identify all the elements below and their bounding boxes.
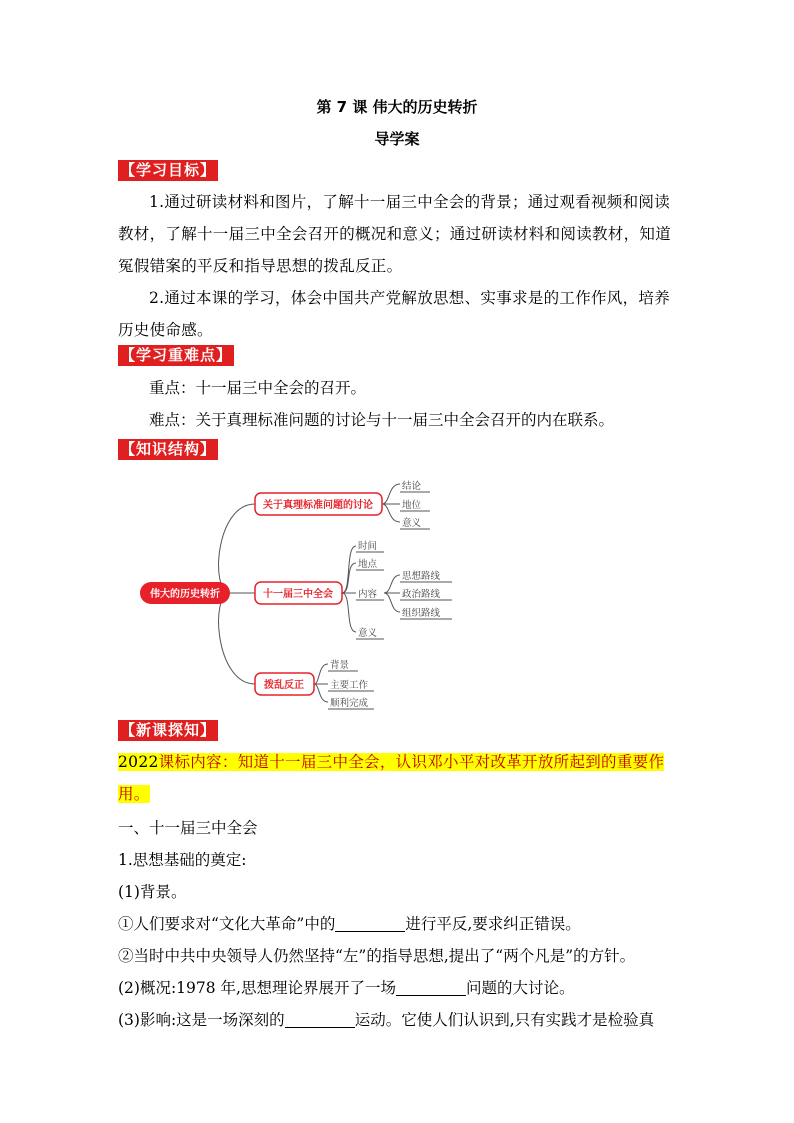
mindmap-leaf: 意义 [358, 628, 378, 639]
mindmap-leaf: 背景 [330, 660, 350, 671]
difficulty-point: 难点：关于真理标准问题的讨论与十一届三中全会召开的内在联系。 [149, 411, 615, 429]
mindmap-root-label: 伟大的历史转折 [150, 589, 220, 600]
standard-year: 2022 [118, 753, 159, 771]
section-heading-2: 1.思想基础的奠定: [118, 851, 247, 869]
fill-line-4-text-b: 运动。它使人们认识到,只有实践才是检验真 [354, 1011, 655, 1029]
mindmap-leaf: 组织路线 [402, 608, 441, 619]
lesson-subtitle: 导学案 [374, 130, 420, 148]
lesson-title: 第 7 课 伟大的历史转折 [316, 98, 478, 116]
answer-blank[interactable] [396, 977, 466, 996]
section-heading-3: (1)背景。 [118, 883, 187, 901]
key-point: 重点：十一届三中全会的召开。 [149, 379, 367, 397]
structure-heading: 【知识结构】 [120, 440, 217, 458]
standard-text: 课标内容：知道十一届三中全会，认识邓小平对改革开放所起到的重要作用。 [118, 753, 665, 803]
goals-paragraph-2: 2.通过本课的学习，体会中国共产党解放思想、实事求是的工作作风，培养历史使命感。 [118, 289, 670, 339]
fill-line-1 [118, 908, 698, 940]
fill-line-1-text-b: 进行平反,要求纠正错误。 [405, 915, 581, 933]
fill-line-3-text-b: 问题的大讨论。 [465, 979, 575, 997]
goals-heading: 【学习目标】 [120, 161, 217, 179]
mindmap-branch-2-label: 十一届三中全会 [263, 589, 333, 600]
mindmap-leaf: 政治路线 [402, 589, 441, 600]
mindmap-branch-3-label: 拨乱反正 [264, 680, 304, 691]
section-heading-1: 一、十一届三中全会 [118, 819, 258, 837]
keypoints-heading: 【学习重难点】 [120, 346, 233, 364]
knowledge-mindmap [130, 462, 470, 714]
fill-line-1-text-a: ①人们要求对“文化大革命”中的 [118, 915, 336, 933]
goals-paragraph-1: 1.通过研读材料和图片，了解十一届三中全会的背景；通过观看视频和阅读教材，了解十一届三中全会召开的概况和意义；通过研读材料和阅读教材，知道冤假错案的平反和指导思想的拨乱反正。 [118, 193, 672, 275]
curriculum-standard [118, 746, 688, 810]
fill-line-4 [118, 1004, 698, 1036]
answer-blank[interactable] [335, 913, 405, 932]
mindmap-leaf: 地点 [358, 559, 378, 570]
mindmap-leaf: 思想路线 [402, 571, 441, 582]
mindmap-branch-1-label: 关于真理标准问题的讨论 [263, 500, 373, 511]
fill-line-4-text-a: (3)影响:这是一场深刻的 [118, 1011, 285, 1029]
answer-blank[interactable] [285, 1009, 355, 1028]
fill-line-3-text-a: (2)概况:1978 年,思想理论界展开了一场 [118, 979, 396, 997]
mindmap-leaf: 内容 [358, 589, 378, 600]
mindmap-leaf: 结论 [402, 481, 422, 492]
fill-line-3 [118, 972, 698, 1004]
text-line-2: ②当时中共中央领导人仍然坚持“左”的指导思想,提出了“两个凡是”的方针。 [118, 947, 636, 965]
mindmap-leaf: 主要工作 [330, 680, 369, 691]
mindmap-leaf: 意义 [402, 518, 422, 529]
mindmap-leaf: 顺利完成 [330, 698, 369, 709]
mindmap-leaf: 地位 [402, 500, 422, 511]
mindmap-leaf: 时间 [358, 541, 378, 552]
new-lesson-heading: 【新课探知】 [120, 721, 217, 739]
